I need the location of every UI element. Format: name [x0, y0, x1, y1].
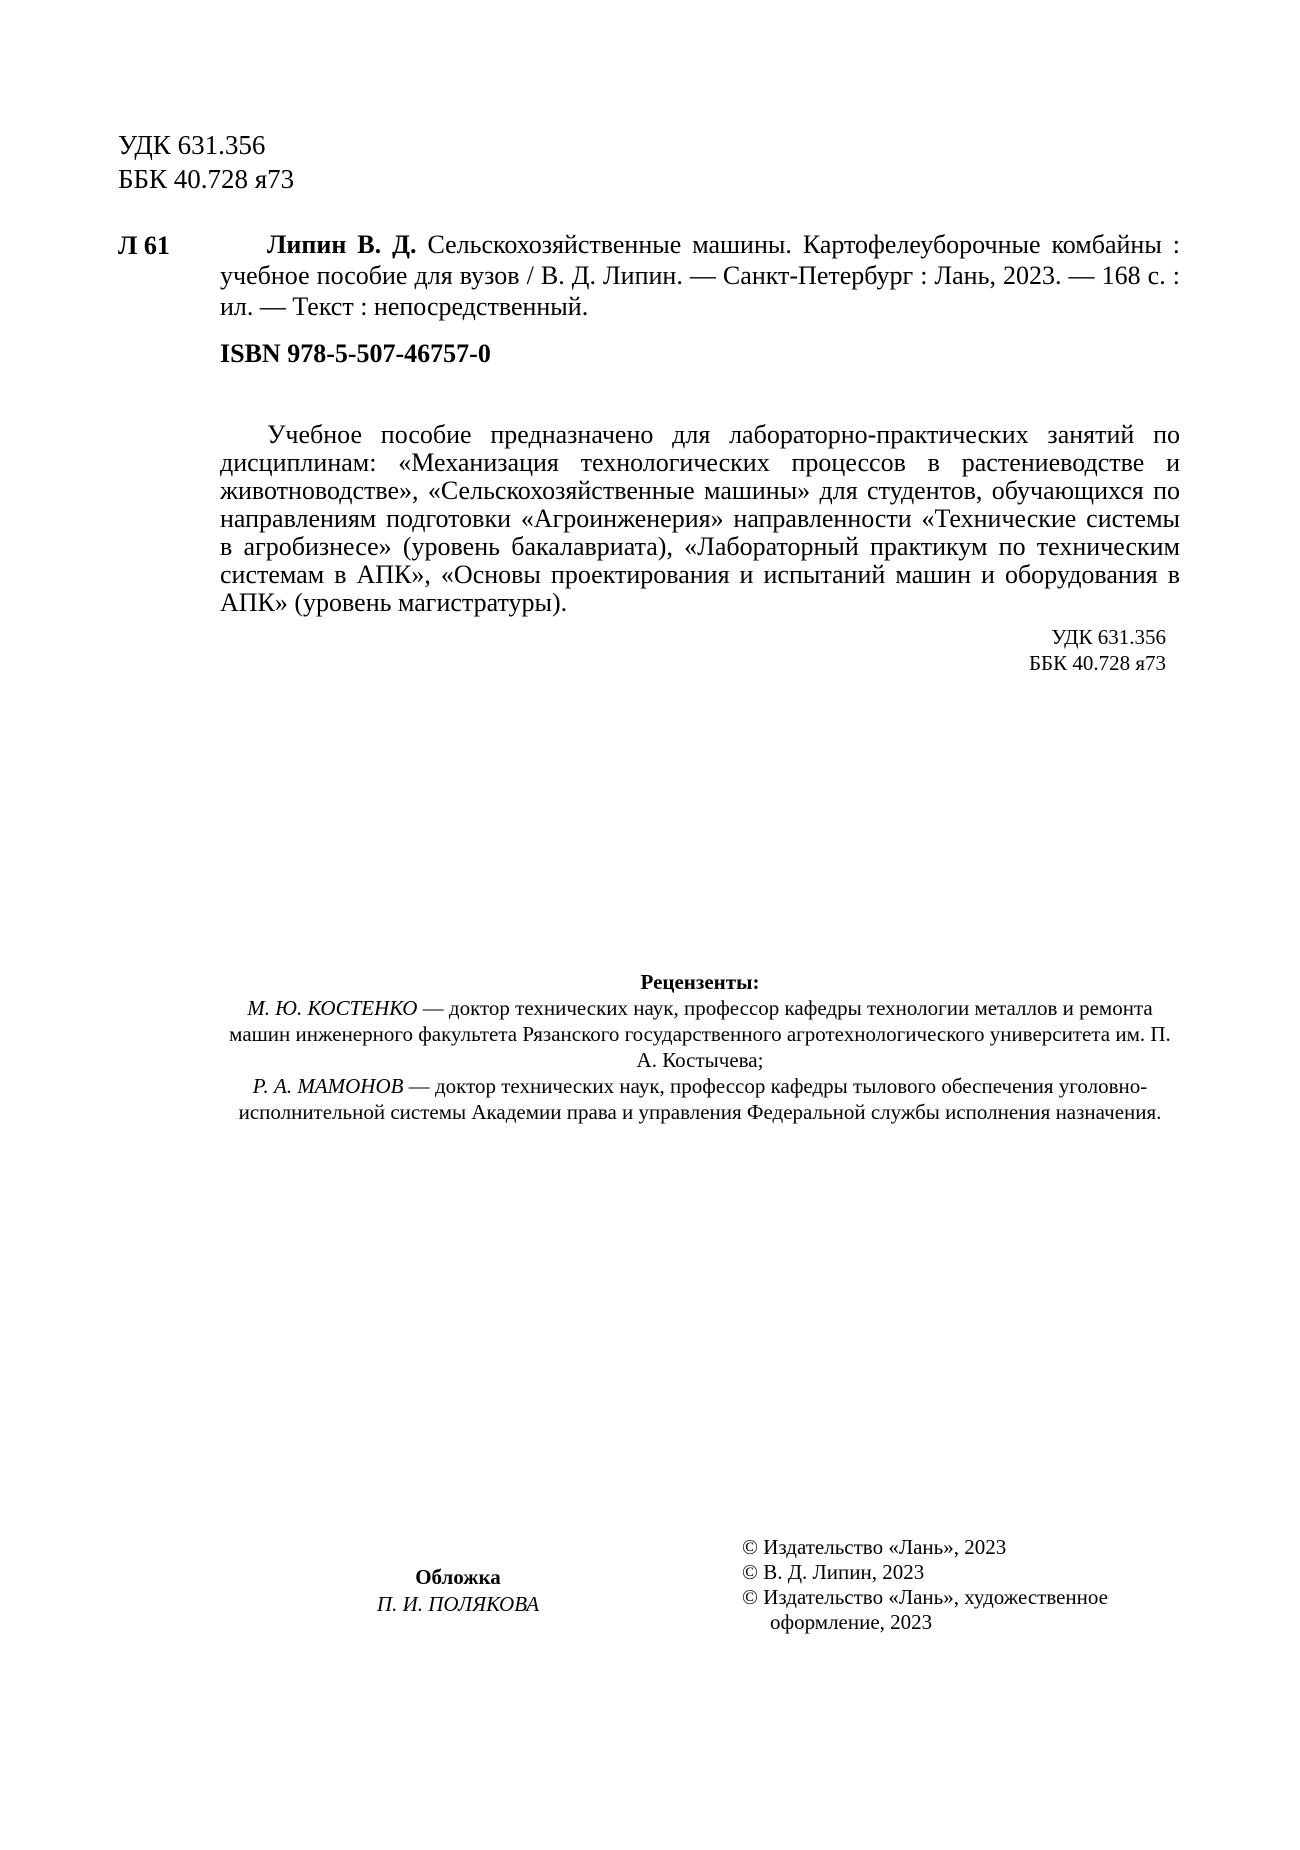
cover-designer: П. И. ПОЛЯКОВА	[376, 1592, 540, 1616]
reviewers-heading: Рецензенты:	[640, 970, 760, 994]
reviewer-description: — доктор технических наук, профессор кафедры технологии металлов и ремонта машин инженерного факультета Рязанского государственного агротехнологического университета им. П. А. Костычева;	[229, 996, 1171, 1072]
udk-code: УДК 631.356	[118, 130, 266, 160]
isbn: ISBN 978-5-507-46757-0	[220, 339, 491, 368]
bbk-code: ББК 40.728 я73	[118, 164, 295, 194]
reviewer-description: — доктор технических наук, профессор кафедры тылового обеспечения уголовно-исполнительной системы Академии права и управления Федеральной службы исполнения назначения.	[238, 1074, 1162, 1124]
bibliographic-description: Сельскохозяйственные машины. Картофелеуборочные комбайны : учебное пособие для вузов / В. Д. Липин. — Санкт-Петербург : Лань, 2023. — 168 с. : ил. — Текст : непосредственный.	[220, 230, 1181, 321]
right-classification-codes	[940, 624, 1166, 676]
reviewer-item	[220, 1073, 1180, 1125]
reviewer-item	[220, 995, 1180, 1073]
bbk-code-right: ББК 40.728 я73	[1028, 651, 1166, 675]
reviewer-name: Р. А. МАМОНОВ	[252, 1074, 404, 1098]
copyright-line: © Издательство «Лань», 2023	[742, 1535, 1007, 1559]
udk-code-right: УДК 631.356	[1051, 625, 1166, 649]
copyright-line: © В. Д. Липин, 2023	[742, 1560, 925, 1584]
copyright-line: © Издательство «Лань», художественное оформление, 2023	[742, 1585, 1108, 1634]
reviewer-name: М. Ю. КОСТЕНКО	[247, 996, 418, 1020]
copyright-block	[742, 1535, 1182, 1635]
author-name: Липин В. Д.	[267, 230, 417, 259]
author-sign: Л 61	[118, 231, 170, 260]
reviewers-block	[220, 969, 1180, 1125]
cover-credit	[338, 1564, 578, 1618]
bibliographic-record	[220, 229, 1180, 322]
annotation: Учебное пособие предназначено для лабораторно-практических занятий по дисциплинам: «Механизация технологических процессов в растениеводстве и животноводстве», «Сельскохозяйственные машины» для студентов, обучающихся по направлениям подготовки «Агроинженерия» направленности «Технические системы в агробизнесе» (уровень бакалавриата), «Лабораторный практикум по техническим системам в АПК», «Основы проектирования и испытаний машин и оборудования в АПК» (уровень магистратуры).	[220, 420, 1180, 617]
header-classification-codes	[118, 128, 294, 196]
cover-label: Обложка	[415, 1565, 501, 1589]
